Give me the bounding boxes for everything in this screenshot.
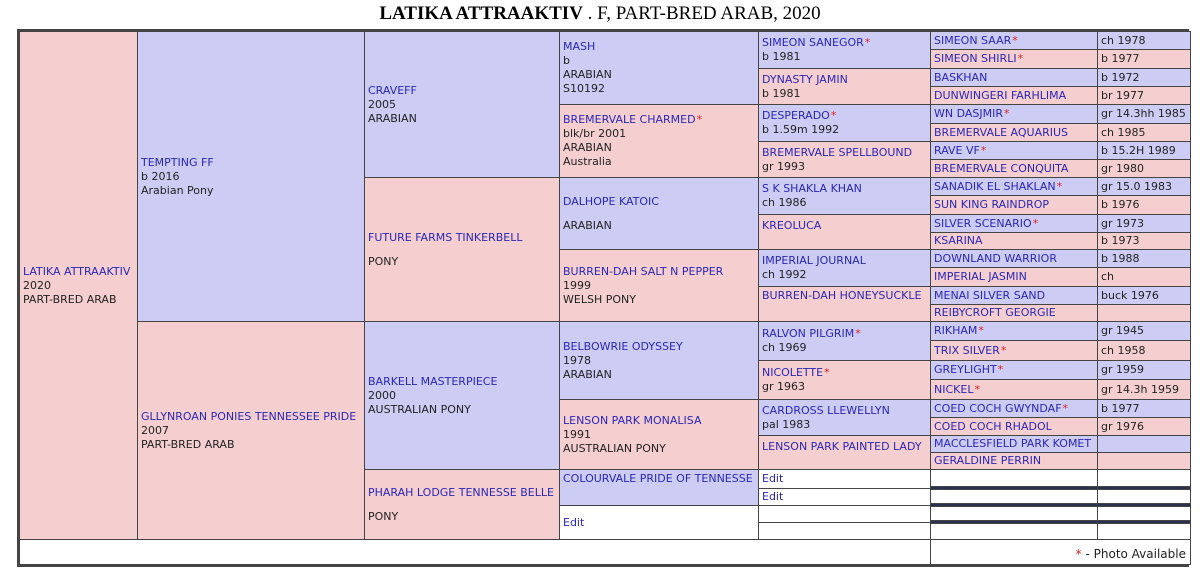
gen5-17-name-link[interactable]: RIKHAM — [934, 324, 978, 337]
gen5-8-name-link[interactable]: BREMERVALE CONQUITA — [934, 161, 1069, 175]
gen4-7-name-link[interactable]: IMPERIAL JOURNAL — [762, 254, 866, 267]
gen5-cell-7 — [930, 141, 1098, 160]
pedigree-grid — [17, 29, 1189, 567]
gen3-5-year: 1978 — [563, 353, 591, 367]
gen4-11-details: pal 1983 — [762, 417, 811, 431]
footer-left-cell — [19, 539, 931, 565]
gen5-cell-10 — [930, 195, 1098, 215]
gen5-details-9: gr 15.0 1983 — [1097, 177, 1191, 196]
photo-legend — [1075, 547, 1186, 561]
gen5-16-name-link[interactable]: REIBYCROFT GEORGIE — [934, 306, 1056, 319]
gen5-14-name-link[interactable]: IMPERIAL JASMIN — [934, 270, 1027, 283]
gen3-cell-4 — [559, 249, 759, 322]
dam-breed: PART-BRED ARAB — [141, 437, 235, 451]
photo-star-icon: * — [1004, 107, 1010, 120]
gen3-cell-6 — [559, 399, 759, 470]
gen5-cell-16 — [930, 304, 1098, 322]
photo-star-icon: * — [864, 36, 871, 49]
gen5-details-1: ch 1978 — [1097, 31, 1191, 50]
legend-text: - Photo Available — [1085, 547, 1186, 561]
gen5-details-19: gr 1959 — [1097, 360, 1191, 380]
gen3-cell-2 — [559, 104, 759, 178]
gen4-8-name-link[interactable]: BURREN-DAH HONEYSUCKLE — [762, 289, 922, 302]
photo-star-icon: * — [1056, 179, 1063, 193]
gen5-15-name-link[interactable]: MENAI SILVER SAND — [934, 288, 1046, 302]
gen3-cell-3 — [559, 177, 759, 250]
photo-star-icon: * — [855, 327, 861, 340]
gen4-9-details: ch 1969 — [762, 341, 807, 354]
photo-star-icon: * — [1000, 343, 1007, 357]
gen5-cell-5 — [930, 104, 1098, 124]
gen2-cell-dd — [364, 469, 560, 540]
gen5-empty-3 — [930, 506, 1098, 521]
gen5-22-name-link[interactable]: COED COCH RHADOL — [934, 419, 1052, 433]
gen3-6-year: 1991 — [563, 427, 591, 441]
gen3-3-breed: ARABIAN — [563, 218, 612, 232]
gen5-empty-4-details — [1097, 523, 1191, 540]
gen5-details-11: gr 1973 — [1097, 214, 1191, 233]
gen5-24-name-link[interactable]: GERALDINE PERRIN — [934, 454, 1042, 467]
gen4-4-details: gr 1993 — [762, 159, 805, 173]
gen5-cell-17 — [930, 321, 1098, 341]
gen3-1-name-link[interactable]: MASH — [563, 40, 596, 53]
gen5-cell-20 — [930, 379, 1098, 400]
gen5-details-18: ch 1958 — [1097, 340, 1191, 361]
subject-year: 2020 — [23, 278, 51, 292]
gen5-details-23 — [1097, 435, 1191, 453]
gen5-cell-11 — [930, 214, 1098, 233]
dam-year: 2007 — [141, 423, 169, 437]
gen5-empty-3-details — [1097, 506, 1191, 521]
sire-cell — [137, 31, 365, 322]
gen2-ds-name-link[interactable]: BARKELL MASTERPIECE — [368, 374, 498, 388]
gen5-10-name-link[interactable]: SUN KING RAINDROP — [934, 198, 1050, 211]
gen3-7-name-link[interactable]: COLOURVALE PRIDE OF TENNESSE — [563, 472, 753, 485]
gen2-ds-year: 2000 — [368, 388, 396, 402]
gen4-13-edit-link[interactable]: Edit — [762, 472, 784, 485]
gen4-4-name-link[interactable]: BREMERVALE SPELLBOUND — [762, 145, 913, 159]
gen5-details-10: b 1976 — [1097, 195, 1191, 215]
gen4-14-edit-link[interactable]: Edit — [762, 490, 784, 503]
gen5-empty-4 — [930, 523, 1098, 540]
gen4-cell-16 — [758, 522, 931, 540]
gen5-7-name-link[interactable]: RAVE VF — [934, 143, 980, 157]
gen2-cell-sd — [364, 177, 560, 322]
subject-breed: PART-BRED ARAB — [23, 292, 117, 306]
gen5-19-name-link[interactable]: GREYLIGHT — [934, 363, 997, 376]
gen4-cell-8 — [758, 286, 931, 322]
gen4-2-details: b 1981 — [762, 86, 801, 100]
gen5-23-name-link[interactable]: MACCLESFIELD PARK KOMET — [934, 437, 1092, 450]
photo-star-icon: * — [830, 109, 837, 122]
gen5-details-2: b 1977 — [1097, 49, 1191, 69]
gen2-ss-year: 2005 — [368, 97, 396, 111]
photo-star-icon: * — [1075, 547, 1082, 561]
gen5-details-6: ch 1985 — [1097, 123, 1191, 142]
gen5-cell-9 — [930, 177, 1098, 196]
gen5-details-15: buck 1976 — [1097, 286, 1191, 305]
photo-star-icon: * — [1012, 33, 1018, 47]
gen2-cell-ds — [364, 321, 560, 470]
gen3-2-breed: ARABIAN — [563, 141, 612, 154]
gen4-11-name-link[interactable]: CARDROSS LLEWELLYN — [762, 403, 890, 417]
gen3-6-breed: AUSTRALIAN PONY — [563, 441, 666, 455]
gen5-6-name-link[interactable]: BREMERVALE AQUARIUS — [934, 125, 1069, 139]
gen4-cell-2 — [758, 68, 931, 105]
gen3-3-name-link[interactable]: DALHOPE KATOIC — [563, 194, 659, 208]
gen5-cell-24 — [930, 452, 1098, 470]
gen5-3-name-link[interactable]: BASKHAN — [934, 70, 988, 84]
gen5-cell-6 — [930, 123, 1098, 142]
gen5-cell-13 — [930, 249, 1098, 268]
photo-star-icon: * — [980, 143, 987, 157]
gen3-1-breed: ARABIAN — [563, 68, 612, 81]
gen3-1-reg: S10192 — [563, 82, 605, 95]
gen4-cell-11 — [758, 399, 931, 436]
gen4-7-details: ch 1992 — [762, 268, 807, 281]
gen3-6-name-link[interactable]: LENSON PARK MONALISA — [563, 413, 702, 427]
gen4-cell-10 — [758, 360, 931, 400]
gen4-1-name-link[interactable]: SIMEON SANEGOR — [762, 36, 864, 49]
dam-cell — [137, 321, 365, 540]
gen5-cell-1 — [930, 31, 1098, 50]
gen5-11-name-link[interactable]: SILVER SCENARIO — [934, 216, 1032, 230]
sire-breed: Arabian Pony — [141, 183, 214, 197]
gen5-cell-22 — [930, 417, 1098, 436]
gen5-9-name-link[interactable]: SANADIK EL SHAKLAN — [934, 179, 1056, 193]
gen4-cell-9 — [758, 321, 931, 361]
photo-star-icon: * — [1032, 216, 1039, 230]
gen5-empty-1 — [930, 469, 1098, 487]
gen5-20-name-link[interactable]: NICKEL — [934, 382, 974, 396]
gen5-details-7: b 15.2H 1989 — [1097, 141, 1191, 160]
photo-star-icon: * — [1017, 52, 1024, 65]
gen5-empty-1-details — [1097, 469, 1191, 487]
gen3-4-name-link[interactable]: BURREN-DAH SALT N PEPPER — [563, 264, 724, 278]
gen2-dd-name-link[interactable]: PHARAH LODGE TENNESSE BELLE — [368, 485, 554, 499]
gen5-cell-8 — [930, 159, 1098, 178]
title-horse-name: LATIKA ATTRAAKTIV — [379, 3, 583, 24]
photo-star-icon: * — [997, 363, 1004, 376]
gen5-2-name-link[interactable]: SIMEON SHIRLI — [934, 52, 1017, 65]
gen5-1-name-link[interactable]: SIMEON SAAR — [934, 33, 1012, 47]
gen5-cell-19 — [930, 360, 1098, 380]
gen2-sd-breed: PONY — [368, 254, 399, 268]
gen3-2-name-link[interactable]: BREMERVALE CHARMED — [563, 113, 696, 126]
gen5-cell-14 — [930, 267, 1098, 287]
gen5-13-name-link[interactable]: DOWNLAND WARRIOR — [934, 251, 1057, 265]
subject-name-link[interactable]: LATIKA ATTRAAKTIV — [23, 264, 131, 278]
gen3-2-country: Australia — [563, 155, 612, 168]
gen4-2-name-link[interactable]: DYNASTY JAMIN — [762, 72, 848, 86]
gen5-cell-21 — [930, 399, 1098, 418]
gen4-3-details: b 1.59m 1992 — [762, 123, 840, 136]
gen5-details-8: gr 1980 — [1097, 159, 1191, 178]
dam-name-link[interactable]: GLLYNROAN PONIES TENNESSEE PRIDE — [141, 409, 357, 423]
gen5-details-12: b 1973 — [1097, 232, 1191, 250]
gen5-empty-2-details — [1097, 489, 1191, 504]
gen3-cell-7 — [559, 469, 759, 506]
subject-cell — [19, 31, 138, 540]
photo-star-icon: * — [974, 382, 980, 396]
photo-star-icon: * — [824, 366, 830, 379]
gen5-details-24 — [1097, 452, 1191, 470]
gen3-4-year: 1999 — [563, 278, 591, 292]
gen4-cell-3 — [758, 104, 931, 142]
gen4-cell-15 — [758, 505, 931, 523]
gen4-12-name-link[interactable]: LENSON PARK PAINTED LADY — [762, 440, 922, 453]
gen5-5-name-link[interactable]: WN DASJMIR — [934, 107, 1004, 120]
gen4-cell-6 — [758, 214, 931, 250]
gen2-ss-breed: ARABIAN — [368, 111, 417, 125]
gen2-sd-name-link[interactable]: FUTURE FARMS TINKERBELL — [368, 230, 523, 244]
gen3-2-details: blk/br 2001 — [563, 127, 627, 140]
gen5-21-name-link[interactable]: COED COCH GWYNDAF — [934, 401, 1062, 415]
gen5-details-17: gr 1945 — [1097, 321, 1191, 341]
gen4-cell-4 — [758, 141, 931, 178]
gen4-1-details: b 1981 — [762, 50, 801, 63]
gen2-ds-breed: AUSTRALIAN PONY — [368, 402, 471, 416]
gen4-cell-12 — [758, 435, 931, 470]
gen3-4-breed: WELSH PONY — [563, 292, 636, 306]
gen4-cell-14 — [758, 488, 931, 506]
gen5-12-name-link[interactable]: KSARINA — [934, 234, 983, 247]
title-horse-summary: . F, PART-BRED ARAB, 2020 — [582, 3, 821, 24]
gen5-details-13: b 1988 — [1097, 249, 1191, 268]
gen5-details-21: b 1977 — [1097, 399, 1191, 418]
gen3-cell-8 — [559, 505, 759, 540]
gen5-empty-2 — [930, 489, 1098, 504]
gen4-cell-5 — [758, 177, 931, 215]
gen5-18-name-link[interactable]: TRIX SILVER — [934, 343, 1000, 357]
gen5-cell-4 — [930, 86, 1098, 105]
gen4-3-name-link[interactable]: DESPERADO — [762, 109, 830, 122]
gen5-details-4: br 1977 — [1097, 86, 1191, 105]
gen5-details-3: b 1972 — [1097, 68, 1191, 87]
legend-cell — [930, 539, 1191, 565]
gen3-5-breed: ARABIAN — [563, 367, 612, 381]
gen5-cell-18 — [930, 340, 1098, 361]
gen4-cell-7 — [758, 249, 931, 287]
gen3-1-color: b — [563, 54, 570, 67]
gen4-cell-1 — [758, 31, 931, 69]
gen4-10-details: gr 1963 — [762, 380, 805, 393]
sire-name-link[interactable]: TEMPTING FF — [141, 155, 214, 169]
gen3-cell-1 — [559, 31, 759, 105]
gen5-details-20: gr 14.3h 1959 — [1097, 379, 1191, 400]
gen5-cell-15 — [930, 286, 1098, 305]
gen4-cell-13 — [758, 469, 931, 489]
gen4-10-name-link[interactable]: NICOLETTE — [762, 366, 824, 379]
gen5-details-16 — [1097, 304, 1191, 322]
gen5-details-14: ch — [1097, 267, 1191, 287]
gen3-5-name-link[interactable]: BELBOWRIE ODYSSEY — [563, 339, 683, 353]
gen5-cell-12 — [930, 232, 1098, 250]
photo-star-icon: * — [696, 113, 703, 126]
gen4-5-name-link[interactable]: S K SHAKLA KHAN — [762, 182, 862, 195]
gen2-dd-breed: PONY — [368, 509, 399, 523]
pedigree-title — [0, 3, 1200, 25]
gen4-9-name-link[interactable]: RALVON PILGRIM — [762, 327, 855, 340]
sire-details: b 2016 — [141, 169, 180, 183]
gen5-cell-23 — [930, 435, 1098, 453]
gen5-details-22: gr 1976 — [1097, 417, 1191, 436]
photo-star-icon: * — [978, 324, 984, 337]
gen5-details-5: gr 14.3hh 1985 — [1097, 104, 1191, 124]
gen5-cell-3 — [930, 68, 1098, 87]
gen2-ss-name-link[interactable]: CRAVEFF — [368, 83, 417, 97]
gen4-6-name-link[interactable]: KREOLUCA — [762, 219, 822, 232]
gen5-4-name-link[interactable]: DUNWINGERI FARHLIMA — [934, 88, 1067, 102]
gen5-cell-2 — [930, 49, 1098, 69]
photo-star-icon: * — [1062, 401, 1069, 415]
gen3-8-edit-link[interactable]: Edit — [563, 515, 585, 529]
gen2-cell-ss — [364, 31, 560, 178]
gen4-5-details: ch 1986 — [762, 196, 807, 209]
gen3-cell-5 — [559, 321, 759, 400]
